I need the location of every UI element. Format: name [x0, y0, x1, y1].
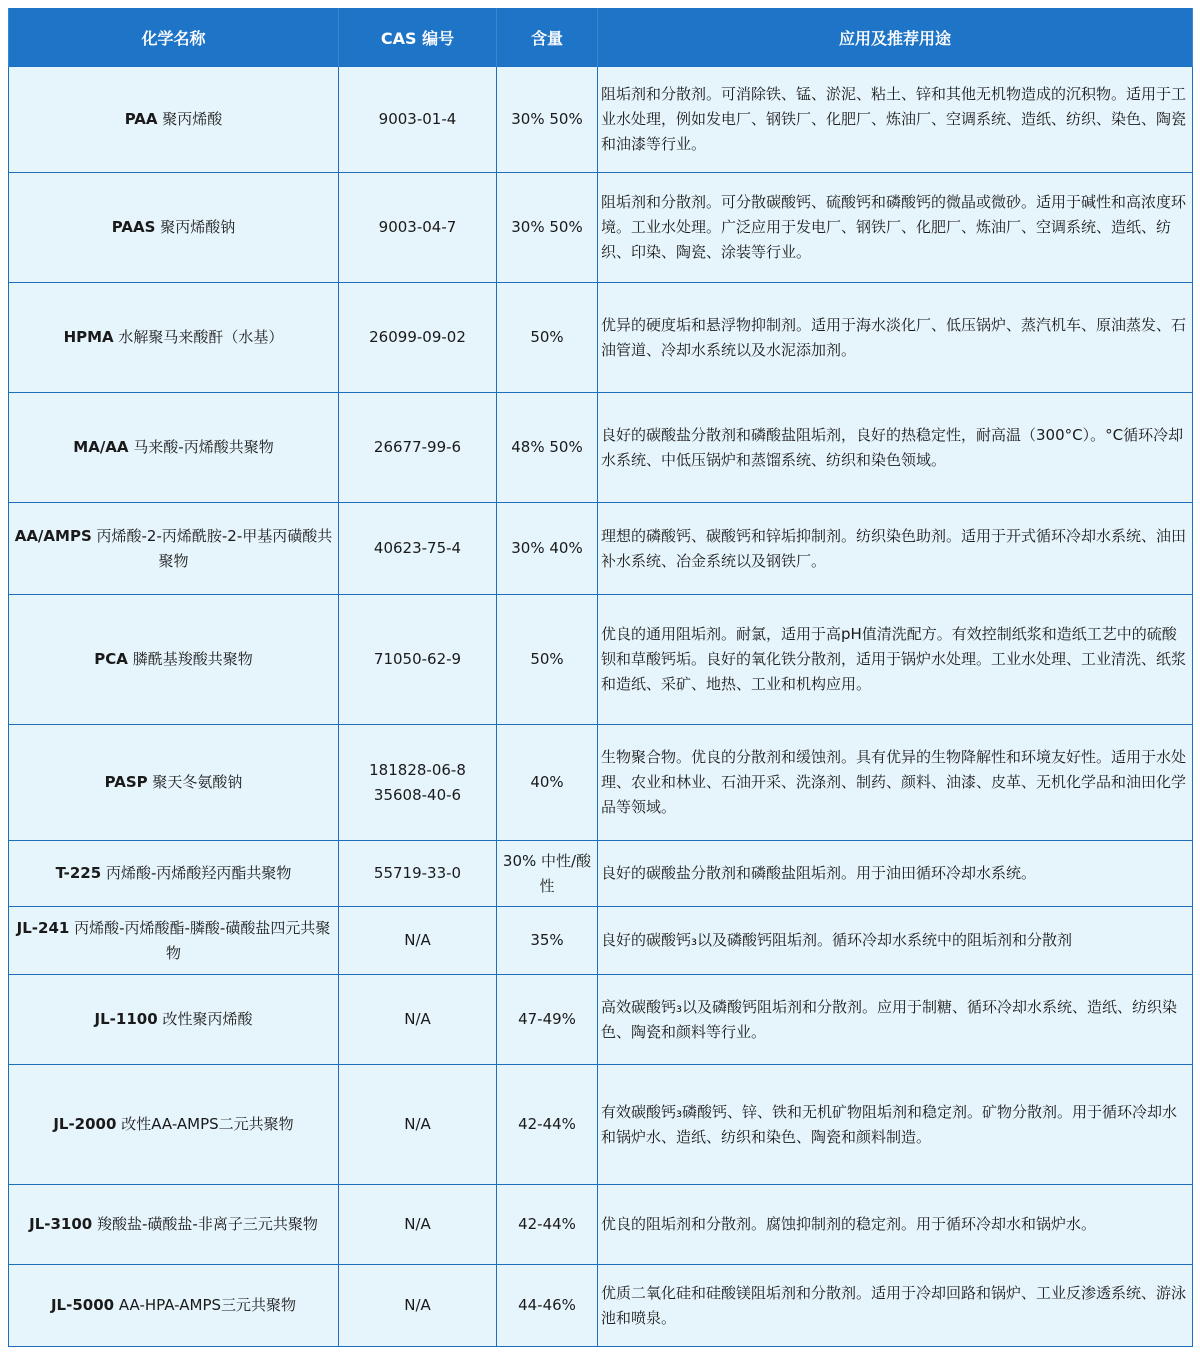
header-cas-number: CAS 编号: [339, 8, 497, 67]
chemical-name-cell: [9, 1265, 339, 1347]
chemical-name-cell: [9, 595, 339, 725]
table-row: [9, 725, 1193, 841]
product-table-container: [8, 8, 1192, 1347]
cas-cell: 40623-75-4: [339, 503, 497, 595]
product-code: JL-5000: [50, 1296, 115, 1314]
content-cell: 30% 40%: [497, 503, 598, 595]
application-cell: 良好的碳酸钙₃以及磷酸钙阻垢剂。循环冷却水系统中的阻垢剂和分散剂: [598, 907, 1193, 975]
product-name: 羧酸盐-磺酸盐-非离子三元共聚物: [92, 1215, 318, 1233]
content-cell: 50%: [497, 595, 598, 725]
table-row: [9, 283, 1193, 393]
application-cell: 有效碳酸钙₃磷酸钙、锌、铁和无机矿物阻垢剂和稳定剂。矿物分散剂。用于循环冷却水和锅炉水、造纸、纺织和染色、陶瓷和颜料制造。: [598, 1065, 1193, 1185]
product-code: PAAS: [111, 218, 156, 236]
content-cell: 30% 50%: [497, 67, 598, 173]
chemical-name-cell: [9, 173, 339, 283]
cas-number-secondary: 35608-40-6: [373, 785, 462, 804]
content-cell: 48% 50%: [497, 393, 598, 503]
product-name: 改性AA-AMPS二元共聚物: [116, 1115, 294, 1133]
product-code: PCA: [94, 650, 128, 668]
header-chemical-name: 化学名称: [9, 8, 339, 67]
product-code: JL-2000: [53, 1115, 117, 1133]
cas-number-primary: 181828-06-8: [369, 760, 466, 779]
table-row: [9, 503, 1193, 595]
cas-cell: 9003-04-7: [339, 173, 497, 283]
content-cell: 47-49%: [497, 975, 598, 1065]
header-row: [9, 8, 1193, 67]
application-cell: 理想的磷酸钙、碳酸钙和锌垢抑制剂。纺织染色助剂。适用于开式循环冷却水系统、油田补水系统、冶金系统以及钢铁厂。: [598, 503, 1193, 595]
cas-cell: N/A: [339, 907, 497, 975]
content-cell: 30% 中性/酸性: [497, 841, 598, 907]
chemical-name-cell: [9, 725, 339, 841]
product-code: PASP: [104, 773, 148, 791]
content-cell: 30% 50%: [497, 173, 598, 283]
application-cell: 优良的通用阻垢剂。耐氯，适用于高pH值清洗配方。有效控制纸浆和造纸工艺中的硫酸钡和草酸钙垢。良好的氧化铁分散剂，适用于锅炉水处理。工业水处理、工业清洗、纸浆和造纸、采矿、地热、工业和机构应用。: [598, 595, 1193, 725]
cas-cell: N/A: [339, 1265, 497, 1347]
table-row: [9, 1065, 1193, 1185]
header-content: 含量: [497, 8, 598, 67]
product-code: HPMA: [63, 328, 114, 346]
application-cell: 阻垢剂和分散剂。可消除铁、锰、淤泥、粘土、锌和其他无机物造成的沉积物。适用于工业水处理，例如发电厂、钢铁厂、化肥厂、炼油厂、空调系统、造纸、纺织、染色、陶瓷和油漆等行业。: [598, 67, 1193, 173]
application-cell: 阻垢剂和分散剂。可分散碳酸钙、硫酸钙和磷酸钙的微晶或微砂。适用于碱性和高浓度环境。工业水处理。广泛应用于发电厂、钢铁厂、化肥厂、炼油厂、空调系统、造纸、纺织、印染、陶瓷、涂装等行业。: [598, 173, 1193, 283]
chemical-name-cell: [9, 907, 339, 975]
cas-cell: 26677-99-6: [339, 393, 497, 503]
product-name: 膦酰基羧酸共聚物: [127, 650, 253, 668]
table-row: [9, 67, 1193, 173]
product-name: 聚丙烯酸钠: [155, 218, 236, 236]
product-name: 丙烯酸-2-丙烯酰胺-2-甲基丙磺酸共聚物: [91, 526, 333, 570]
cas-cell: [339, 725, 497, 841]
content-cell: 42-44%: [497, 1185, 598, 1265]
chemical-name-cell: [9, 1065, 339, 1185]
product-code: JL-3100: [29, 1215, 93, 1233]
application-cell: 生物聚合物。优良的分散剂和缓蚀剂。具有优异的生物降解性和环境友好性。适用于水处理、农业和林业、石油开采、洗涤剂、制药、颜料、油漆、皮革、无机化学品和油田化学品等领域。: [598, 725, 1193, 841]
cas-cell: N/A: [339, 1065, 497, 1185]
product-name: 聚天冬氨酸钠: [147, 773, 243, 791]
content-cell: 42-44%: [497, 1065, 598, 1185]
cas-cell: N/A: [339, 1185, 497, 1265]
product-name: 马来酸-丙烯酸共聚物: [128, 438, 274, 456]
product-code: JL-241: [16, 918, 70, 937]
table-row: [9, 173, 1193, 283]
application-cell: 优异的硬度垢和悬浮物抑制剂。适用于海水淡化厂、低压锅炉、蒸汽机车、原油蒸发、石油管道、冷却水系统以及水泥添加剂。: [598, 283, 1193, 393]
product-name: 改性聚丙烯酸: [157, 1010, 253, 1028]
header-application: 应用及推荐用途: [598, 8, 1193, 67]
chemical-name-cell: [9, 503, 339, 595]
content-cell: 44-46%: [497, 1265, 598, 1347]
table-row: [9, 1265, 1193, 1347]
chemical-name-cell: [9, 67, 339, 173]
chemical-name-cell: [9, 975, 339, 1065]
application-cell: 良好的碳酸盐分散剂和磷酸盐阻垢剂。用于油田循环冷却水系统。: [598, 841, 1193, 907]
chemical-name-cell: [9, 1185, 339, 1265]
cas-cell: 9003-01-4: [339, 67, 497, 173]
product-code: MA/AA: [73, 438, 129, 456]
table-row: [9, 975, 1193, 1065]
product-name: 聚丙烯酸: [157, 110, 223, 128]
cas-cell: 26099-09-02: [339, 283, 497, 393]
product-name: 丙烯酸-丙烯酸酯-膦酸-磺酸盐四元共聚物: [69, 918, 331, 962]
application-cell: 高效碳酸钙₃以及磷酸钙阻垢剂和分散剂。应用于制糖、循环冷却水系统、造纸、纺织染色、陶瓷和颜料等行业。: [598, 975, 1193, 1065]
application-cell: 良好的碳酸盐分散剂和磷酸盐阻垢剂，良好的热稳定性，耐高温（300°C）。°C循环冷却水系统、中低压锅炉和蒸馏系统、纺织和染色领域。: [598, 393, 1193, 503]
table-row: [9, 393, 1193, 503]
product-code: AA/AMPS: [14, 526, 92, 545]
content-cell: 50%: [497, 283, 598, 393]
chemical-name-cell: [9, 393, 339, 503]
cas-cell: N/A: [339, 975, 497, 1065]
cas-cell: 55719-33-0: [339, 841, 497, 907]
product-name: 丙烯酸-丙烯酸羟丙酯共聚物: [101, 864, 292, 882]
product-code: PAA: [124, 110, 158, 128]
table-row: [9, 841, 1193, 907]
table-row: [9, 1185, 1193, 1265]
chemical-name-cell: [9, 841, 339, 907]
table-row: [9, 595, 1193, 725]
content-cell: 35%: [497, 907, 598, 975]
product-name: 水解聚马来酸酐（水基）: [113, 328, 284, 346]
application-cell: 优质二氧化硅和硅酸镁阻垢剂和分散剂。适用于冷却回路和锅炉、工业反渗透系统、游泳池和喷泉。: [598, 1265, 1193, 1347]
product-name: AA-HPA-AMPS三元共聚物: [114, 1296, 297, 1314]
application-cell: 优良的阻垢剂和分散剂。腐蚀抑制剂的稳定剂。用于循环冷却水和锅炉水。: [598, 1185, 1193, 1265]
product-code: T-225: [55, 864, 102, 882]
content-cell: 40%: [497, 725, 598, 841]
product-code: JL-1100: [94, 1010, 158, 1028]
chemical-name-cell: [9, 283, 339, 393]
cas-cell: 71050-62-9: [339, 595, 497, 725]
product-table: [8, 8, 1193, 1347]
table-row: [9, 907, 1193, 975]
